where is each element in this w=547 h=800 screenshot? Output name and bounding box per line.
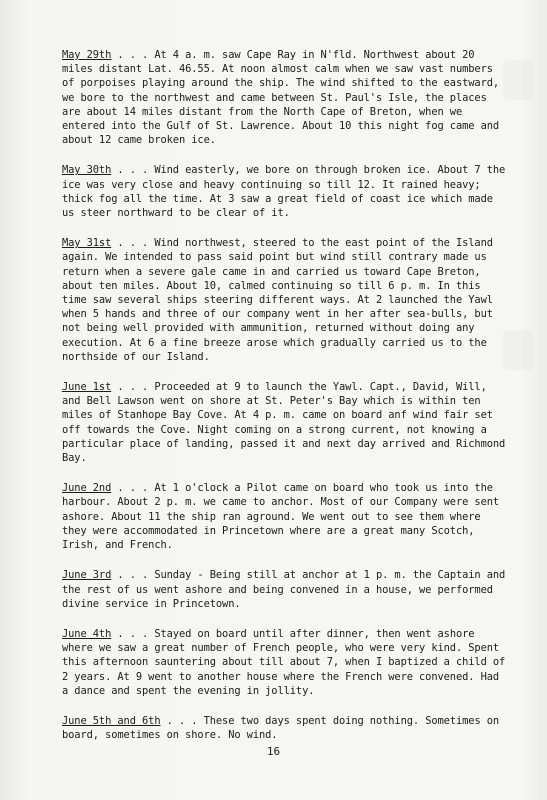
entry-date: June 5th and 6th bbox=[62, 714, 161, 727]
page-number: 16 bbox=[266, 745, 281, 758]
entry-text: . . . Wind easterly, we bore on through broken ice. About 7 the ice was very close and heavy continuing so till 12. It rained heavy; thick fog all the time. At 3 saw a great field of coast ice which made us steer northward to be clear of it. bbox=[62, 164, 506, 220]
entry-date: May 29th bbox=[62, 49, 112, 61]
entry-text: . . . Stayed on board until after dinner, then went ashore where we saw a great number of French people, who were very kind. Spent this afternoon sauntering about till about 7, when I baptized a child of 2 years. At 9 went to another house where the French were convened. Had a dance and spent the evening in jollity. bbox=[62, 627, 506, 697]
diary-entry bbox=[62, 481, 507, 552]
entry-text: . . . At 1 o'clock a Pilot came on board who took us into the harbour. About 2 p. m. we came to anchor. Most of our Company were sent ashore. About 11 the ship ran aground. We went out to see them where they were accommodated in Princetown where are a great many Scotch, Irish, and French. bbox=[62, 482, 500, 552]
diary-entry bbox=[62, 714, 507, 742]
diary-entry bbox=[62, 380, 507, 465]
show-through-mark bbox=[503, 60, 533, 100]
diary-text bbox=[62, 48, 507, 758]
entry-date: June 4th bbox=[62, 627, 112, 640]
entry-text: . . . At 4 a. m. saw Cape Ray in N'fld. Northwest about 20 miles distant Lat. 46.55. At noon almost calm when we saw vast numbers of porpoises playing around the ship. The wind shifted to the eastward, we bore to the northwest and came between St. Paul's Isle, the places are about 14 miles distant from the North Cape of Breton, when we entered into the Gulf of St. Lawrence. About 10 this night fog came and about 12 came broken ice. bbox=[62, 49, 500, 147]
diary-entry bbox=[62, 568, 507, 611]
entry-date: May 31st bbox=[62, 237, 112, 250]
entry-text: . . . Proceeded at 9 to launch the Yawl. Capt., David, Will, and Bell Lawson went on shore at St. Peter's Bay which is within ten miles of Stanhope Bay Cove. At 4 p. m. came on board anf wind fair set off towards the Cove. Night coming on a strong current, not knowing a particular place of landing, passed it and next day arrived and Richmond Bay. bbox=[62, 381, 506, 465]
entry-date: June 2nd bbox=[62, 482, 112, 495]
entry-date: May 30th bbox=[62, 164, 112, 177]
entry-text: . . . These two days spent doing nothing. Sometimes on board, sometimes on shore. No wind. bbox=[62, 714, 500, 742]
show-through-mark bbox=[503, 330, 533, 370]
diary-entry bbox=[62, 163, 507, 220]
entry-date: June 3rd bbox=[62, 569, 112, 582]
diary-entry bbox=[62, 627, 507, 698]
entry-text: . . . Sunday - Being still at anchor at 1 p. m. the Captain and the rest of us went ashore and being convened in a house, we performed divine service in Princetown. bbox=[62, 569, 506, 610]
entry-date: June 1st bbox=[62, 381, 112, 394]
diary-entry bbox=[62, 236, 507, 364]
entry-text: . . . Wind northwest, steered to the east point of the Island again. We intended to pass said point but wind still contrary made us return when a severe gale came in and carried us toward Cape Breton, about ten miles. About 10, calmed continuing so till 6 p. m. In this time saw several ships steering different ways. At 2 launched the Yawl when 5 hands and three of our company went in her after sea-bulls, but not being well provided with ammunition, returned without doing any execution. At 6 a fine breeze arose which gradually carried us to the northside of our Island. bbox=[62, 237, 493, 363]
diary-entry bbox=[62, 48, 507, 147]
